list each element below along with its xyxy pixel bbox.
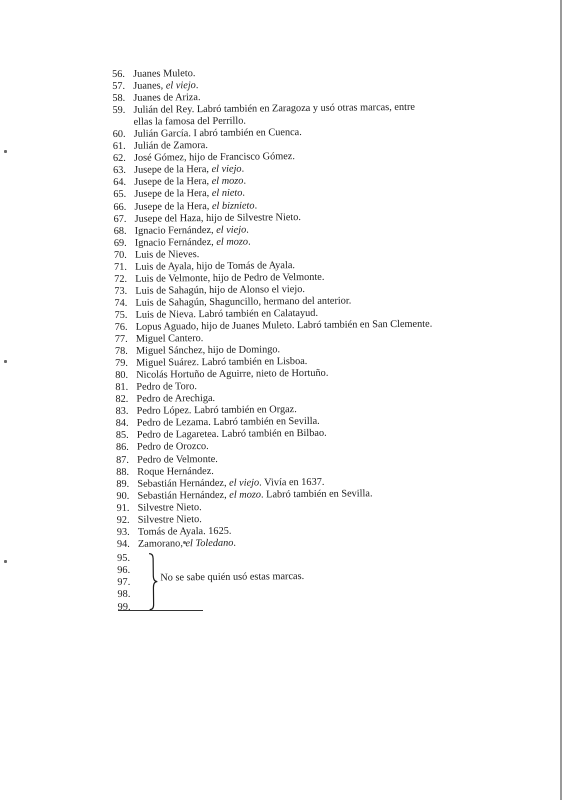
item-epithet: el viejo xyxy=(165,80,196,92)
item-text-part: Pedro de Lagaretea. Labró también en Bilbao. xyxy=(136,428,327,442)
item-number: 98. xyxy=(117,589,131,601)
item-number: 99. xyxy=(117,601,131,613)
item-number: 64. xyxy=(113,177,127,189)
item-number: 90. xyxy=(116,490,130,502)
item-number: 97. xyxy=(117,577,131,589)
item-text-part: Silvestre Nieto. xyxy=(137,501,202,514)
item-text xyxy=(137,428,327,442)
potters-list xyxy=(112,64,558,613)
scan-speck xyxy=(4,150,7,153)
item-text-part: Julián de Zamora. xyxy=(133,140,208,153)
item-text-part: Sebastián Hernández, xyxy=(137,477,230,490)
item-number: 70. xyxy=(113,249,127,261)
item-text xyxy=(133,68,195,81)
item-epithet: el mozo xyxy=(216,236,249,248)
item-number: 94. xyxy=(116,538,130,550)
item-text-part: . xyxy=(242,188,246,200)
item-number: 57. xyxy=(112,80,126,93)
item-epithet: el mozo xyxy=(229,489,262,501)
item-number: 93. xyxy=(116,526,130,538)
entries xyxy=(112,64,557,550)
item-number: 79. xyxy=(115,357,129,370)
item-text-part: Miguel Suárez. Labró también en Lisboa. xyxy=(136,356,308,369)
item-text-part: . xyxy=(233,537,237,549)
item-number: 61. xyxy=(112,141,126,153)
item-number: 75. xyxy=(114,309,128,321)
item-number: 73. xyxy=(114,285,128,297)
item-number: 91. xyxy=(116,502,130,514)
item-number: 74. xyxy=(114,297,128,309)
item-text xyxy=(134,151,295,165)
item-number: 80. xyxy=(115,370,129,382)
item-number: 67. xyxy=(113,213,127,225)
item-number: 89. xyxy=(116,478,130,490)
item-number: 69. xyxy=(113,237,127,249)
item-text xyxy=(138,538,236,551)
item-text xyxy=(136,381,197,394)
item-number: 92. xyxy=(116,514,130,526)
item-text xyxy=(138,502,202,515)
item-text xyxy=(136,368,328,382)
item-number: 82. xyxy=(115,394,129,406)
item-number: 68. xyxy=(113,225,127,237)
item-continuation: ellas la famosa del Perrillo. xyxy=(133,115,246,128)
item-number: 62. xyxy=(112,153,126,165)
item-text xyxy=(137,441,209,454)
curly-brace-icon xyxy=(145,552,160,610)
item-text xyxy=(136,393,215,406)
item-number: 96. xyxy=(117,564,131,577)
item-text-part: . xyxy=(246,224,249,236)
unknown-marks-note: No se sabe quién usó estas marcas. xyxy=(160,570,305,584)
item-number: 56. xyxy=(112,68,125,80)
item-text-part: Miguel Cantero. xyxy=(135,333,204,345)
item-number: 65. xyxy=(113,189,127,201)
item-text-part: . Labró también en Sevilla. xyxy=(260,487,373,501)
item-text xyxy=(133,80,198,93)
item-text-part: Juanes de Ariza. xyxy=(133,92,201,104)
item-epithet: el viejo xyxy=(211,164,242,176)
item-number: 72. xyxy=(114,273,128,285)
item-epithet: el viejo xyxy=(216,224,247,236)
item-text xyxy=(135,212,302,226)
item-number: 81. xyxy=(115,382,129,394)
item-epithet: el Toledano xyxy=(185,537,234,550)
item-number: 78. xyxy=(114,345,128,358)
item-text-part: Luis de Nieva. Labró también en Calatayud. xyxy=(135,307,319,321)
item-text-part: . xyxy=(243,176,247,188)
item-text-part: Silvestre Nieto. xyxy=(137,513,202,526)
item-text xyxy=(134,140,208,153)
item-text-part: Sebastián Hernández, xyxy=(137,489,230,502)
item-number: 63. xyxy=(113,165,126,177)
item-text-part: Roque Hernández. xyxy=(137,465,214,478)
item-number: 86. xyxy=(115,442,129,454)
item-text-part: Ignacio Fernández, xyxy=(134,236,217,249)
item-text-part: . xyxy=(195,80,199,92)
item-epithet: el nieto xyxy=(211,188,243,200)
item-text-part: Julián García. I abró también en Cuenca. xyxy=(133,127,302,141)
item-text-part: Juanes Muleto. xyxy=(132,68,196,80)
item-text-part: Luis de Sahagún, Shaguncillo, hermano del anterior. xyxy=(135,295,352,309)
item-number: 71. xyxy=(114,261,128,273)
item-text-part: Nicolás Hortuño de Aguirre, nieto de Hortuño. xyxy=(136,367,329,381)
item-text xyxy=(137,466,214,479)
item-number: 88. xyxy=(116,466,130,478)
item-text xyxy=(134,164,244,177)
item-text-part: Jusepe del Haza, hijo de Silvestre Nieto. xyxy=(134,211,302,225)
item-text-part: Luis de Sahagún, hijo de Alonso el viejo. xyxy=(135,283,305,297)
item-text-part: Jusepe de la Hera, xyxy=(134,164,212,177)
footnote-rule xyxy=(118,610,203,611)
item-text xyxy=(135,249,199,262)
item-number: 76. xyxy=(114,321,128,333)
item-text-part: Luis de Nieves. xyxy=(134,248,200,261)
item-text-part: Ignacio Fernández, xyxy=(134,224,217,237)
item-epithet: el biznieto xyxy=(211,200,255,212)
item-text-part: Jusepe de la Hera, xyxy=(134,188,212,201)
item-text-part: Miguel Sánchez, hijo de Domingo. xyxy=(135,344,281,357)
item-text-part: Pedro de Arechiga. xyxy=(136,393,216,406)
item-text xyxy=(134,127,302,141)
item-text-part: . xyxy=(247,236,251,248)
item-text-part: Luis de Ayala, hijo de Tomás de Ayala. xyxy=(135,259,296,273)
item-text-part: Juanes, xyxy=(133,80,166,92)
item-text-part: . Vivía en 1637. xyxy=(259,476,325,489)
item-epithet: el mozo xyxy=(211,176,244,188)
item-text xyxy=(138,514,202,527)
item-number: 95. xyxy=(117,552,131,564)
item-text-part: Jusepe de la Hera, xyxy=(134,176,212,189)
item-text xyxy=(135,236,251,249)
item-text-part: José Gómez, hijo de Francisco Gómez. xyxy=(133,151,295,165)
item-text-part: . xyxy=(254,200,258,212)
unknown-marks-group xyxy=(117,548,558,614)
item-number: 84. xyxy=(115,418,129,430)
item-number: 60. xyxy=(112,129,126,141)
item-number: 85. xyxy=(115,430,129,442)
scan-speck xyxy=(4,360,7,363)
item-text-part: Pedro de Orozco. xyxy=(136,441,209,454)
item-number: 58. xyxy=(112,92,126,105)
item-number: 77. xyxy=(114,333,128,346)
item-text xyxy=(137,488,372,503)
scan-speck xyxy=(4,560,7,563)
item-text-part: Pedro de Lezama. Labró también en Sevilla. xyxy=(136,416,320,430)
item-text-part: Tomás de Ayala. 1625. xyxy=(137,525,232,538)
item-number: 87. xyxy=(116,454,130,466)
item-text-part: . xyxy=(241,163,245,176)
item-number: 83. xyxy=(115,406,129,418)
item-text-part: Pedro de Velmonte. xyxy=(137,453,218,466)
item-text xyxy=(133,92,200,105)
item-text xyxy=(137,453,218,466)
item-text-part: Pedro López. Labró también en Orgaz. xyxy=(136,404,297,418)
item-number: 59. xyxy=(112,105,126,117)
item-text-part: Zamorano, xyxy=(137,538,186,550)
item-epithet: el viejo xyxy=(229,477,260,489)
item-text xyxy=(135,295,351,309)
item-text xyxy=(136,333,204,346)
item-text-part: Lopus Aguado, hijo de Juanes Muleto. Labró también en San Clemente. xyxy=(135,318,433,333)
item-number: 66. xyxy=(113,201,127,213)
item-text xyxy=(138,526,232,539)
item-text-part: Jusepe de la Hera, xyxy=(134,200,212,213)
item-text-part: Luis de Velmonte, hijo de Pedro de Velmonte. xyxy=(135,271,325,285)
item-text-part: Pedro de Toro. xyxy=(136,381,197,393)
item-text-part: Julián del Rey. Labró también en Zaragoza y usó otras marcas, entre xyxy=(133,101,416,116)
